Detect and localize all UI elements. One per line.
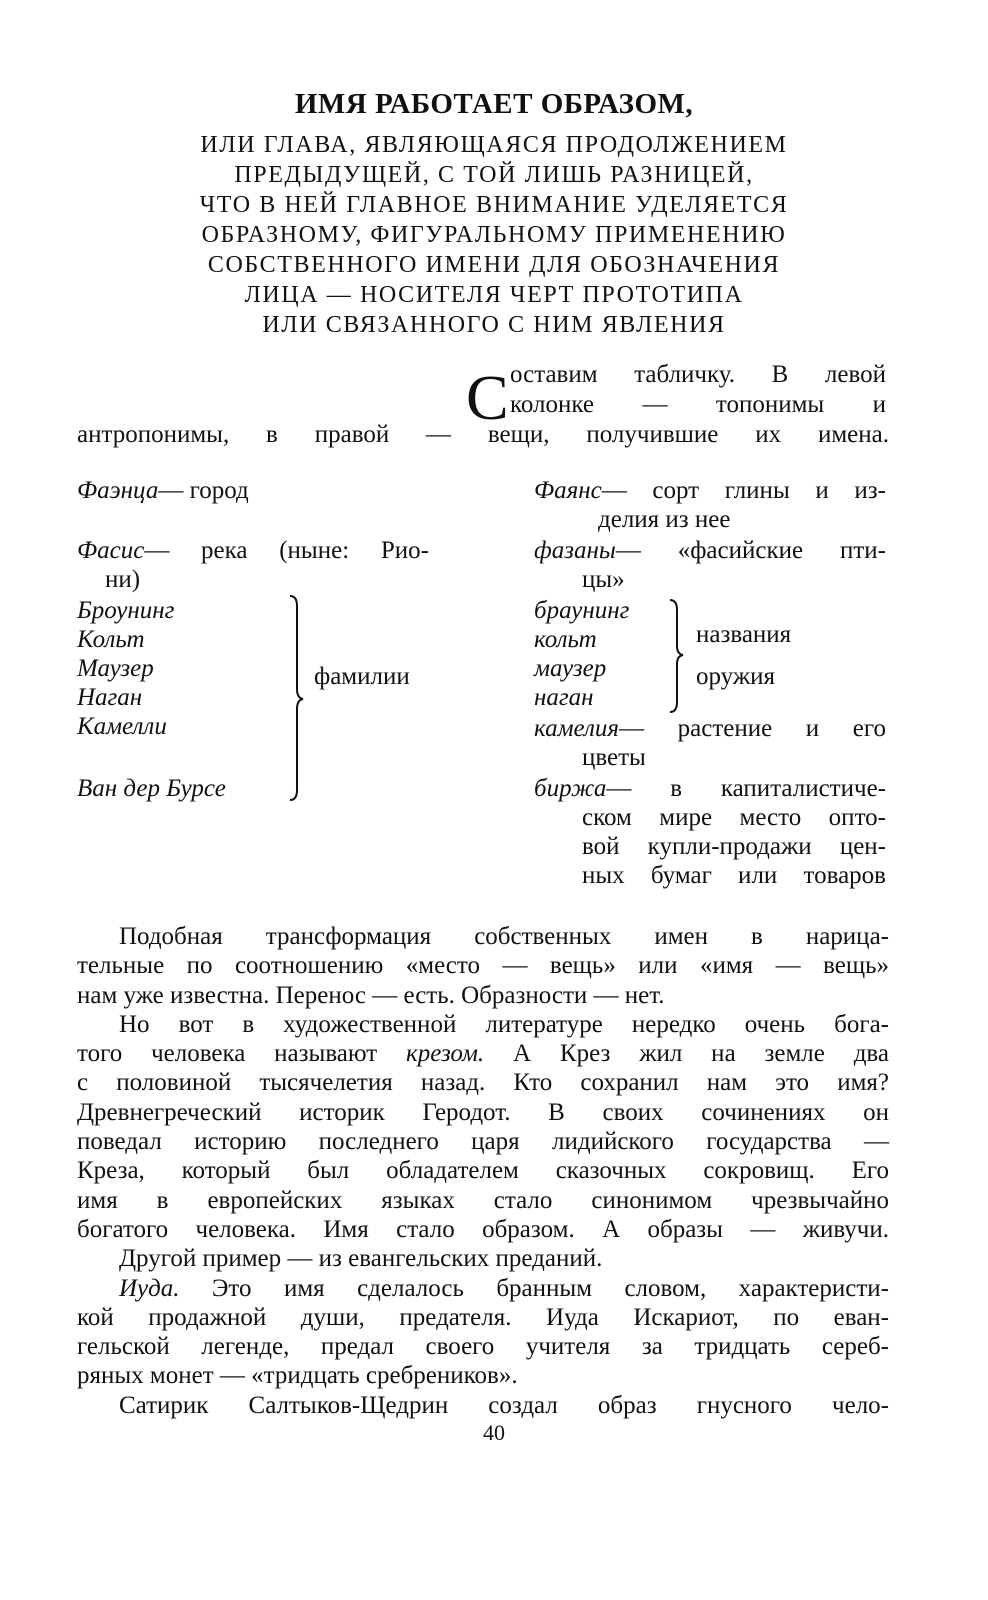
surnames-brace xyxy=(288,594,308,804)
body-line: того человека называют крезом. А Крез жил на земле два xyxy=(77,1040,890,1068)
definition: ском мире место опто- xyxy=(582,804,886,831)
lead-line: антропонимы, в правой — вещи, получившие их имена. xyxy=(77,421,889,448)
surname: Ван дер Бурсе xyxy=(77,775,226,802)
subtitle-line: ОБРАЗНОМУ, ФИГУРАЛЬНОМУ ПРИМЕНЕНИЮ xyxy=(201,222,787,248)
lead-line: оставим табличку. В левой xyxy=(510,361,886,388)
derived-word: фазаны xyxy=(534,537,616,564)
derived-word: камелия xyxy=(534,715,620,742)
body-line: Но вот в художественной литературе нередко очень бога- xyxy=(119,1010,889,1038)
body-line: Иуда. Это имя сделалось бранным словом, характеристи- xyxy=(119,1274,889,1302)
body-line: поведал историю последнего царя лидийского государства — xyxy=(77,1128,889,1156)
table-right-birzha xyxy=(534,774,886,890)
derived-word: биржа xyxy=(534,775,607,802)
body-line: Другой пример — из евангельских преданий. xyxy=(119,1245,603,1273)
page-number: 40 xyxy=(483,1420,505,1445)
weapons-brace xyxy=(668,598,688,716)
table-right-kamelia xyxy=(534,714,886,772)
body-line: с половиной тысячелетия назад. Кто сохранил нам это имя? xyxy=(77,1069,889,1097)
surname-list xyxy=(77,596,174,741)
weapon-list xyxy=(534,596,629,712)
table-right-fayans xyxy=(534,476,886,534)
subtitle-line: СОБСТВЕННОГО ИМЕНИ ДЛЯ ОБОЗНАЧЕНИЯ xyxy=(207,252,781,278)
definition: — сорт глины и из- xyxy=(601,477,886,504)
toponym: Фасис xyxy=(77,537,145,564)
surname: Камелли xyxy=(77,713,167,740)
definition: ни) xyxy=(105,566,141,593)
body-line: Подобная трансформация собственных имен в нарица- xyxy=(119,923,889,950)
subtitle-line: ЛИЦА — НОСИТЕЛЯ ЧЕРТ ПРОТОТИПА xyxy=(244,282,744,308)
definition: — «фасийские пти- xyxy=(615,537,886,564)
surnames-label: фамилии xyxy=(314,663,410,690)
body-text xyxy=(77,922,889,1420)
weapon: маузер xyxy=(534,655,607,682)
chapter-subtitle xyxy=(0,130,988,340)
table-left-fasis xyxy=(77,536,429,594)
weapon: наган xyxy=(534,684,594,711)
definition: — растение и его xyxy=(619,715,886,742)
table-right-fazany xyxy=(534,536,886,594)
body-line: Креза, который был обладателем сказочных сокровищ. Его xyxy=(77,1157,889,1185)
derived-word: Фаянс xyxy=(534,477,602,504)
body-line: Сатирик Салтыков-Щедрин создал образ гнусного чело- xyxy=(119,1391,889,1419)
weapons-label: оружия xyxy=(696,663,775,690)
surname: Кольт xyxy=(77,626,145,653)
weapon: браунинг xyxy=(534,597,630,624)
chapter-title: ИМЯ РАБОТАЕТ ОБРАЗОМ, xyxy=(294,88,694,120)
toponym: Фаэнца xyxy=(77,477,159,504)
body-line: богатого человека. Имя стало образом. А образы — живучи. xyxy=(77,1215,889,1243)
definition: делия из нее xyxy=(598,506,731,533)
definition: — в капиталистиче- xyxy=(606,775,886,802)
body-line: кой продажной души, предателя. Иуда Искариот, по еван- xyxy=(77,1303,889,1331)
body-line: гельской легенде, предал своего учителя за тридцать сереб- xyxy=(77,1333,889,1361)
definition: — река (ныне: Рио- xyxy=(144,537,429,564)
definition: вой купли-продажи цен- xyxy=(582,833,886,860)
emphasis: Иуда. xyxy=(119,1274,180,1302)
weapon: кольт xyxy=(534,626,597,653)
drop-cap: С xyxy=(466,362,509,433)
definition: — город xyxy=(158,477,249,504)
surname: Броунинг xyxy=(77,597,175,624)
body-line: Древнегреческий историк Геродот. В своих сочинениях он xyxy=(77,1098,889,1126)
weapons-label: названия xyxy=(696,621,792,648)
definition: цветы xyxy=(582,744,646,771)
table-left-faenza xyxy=(77,476,249,505)
lead-line: колонке — топонимы и xyxy=(510,391,886,418)
body-line: нам уже известна. Перенос — есть. Образности — нет. xyxy=(77,981,665,1009)
surname: Наган xyxy=(77,684,143,711)
emphasis: крезом. xyxy=(406,1040,485,1068)
definition: ных бумаг или товаров xyxy=(582,862,886,889)
subtitle-line: ИЛИ ГЛАВА, ЯВЛЯЮЩАЯСЯ ПРОДОЛЖЕНИЕМ xyxy=(200,132,788,158)
subtitle-line: ЧТО В НЕЙ ГЛАВНОЕ ВНИМАНИЕ УДЕЛЯЕТСЯ xyxy=(199,192,789,218)
body-line: имя в европейских языках стало синонимом чрезвычайно xyxy=(77,1186,889,1214)
surname: Маузер xyxy=(77,655,154,682)
subtitle-line: ИЛИ СВЯЗАННОГО С НИМ ЯВЛЕНИЯ xyxy=(262,312,726,338)
body-line: тельные по соотношению «место — вещь» или «имя — вещь» xyxy=(77,952,889,980)
body-line: ряных монет — «тридцать сребреников». xyxy=(77,1362,518,1390)
subtitle-line: ПРЕДЫДУЩЕЙ, С ТОЙ ЛИШЬ РАЗНИЦЕЙ, xyxy=(234,162,754,188)
definition: цы» xyxy=(582,566,625,593)
